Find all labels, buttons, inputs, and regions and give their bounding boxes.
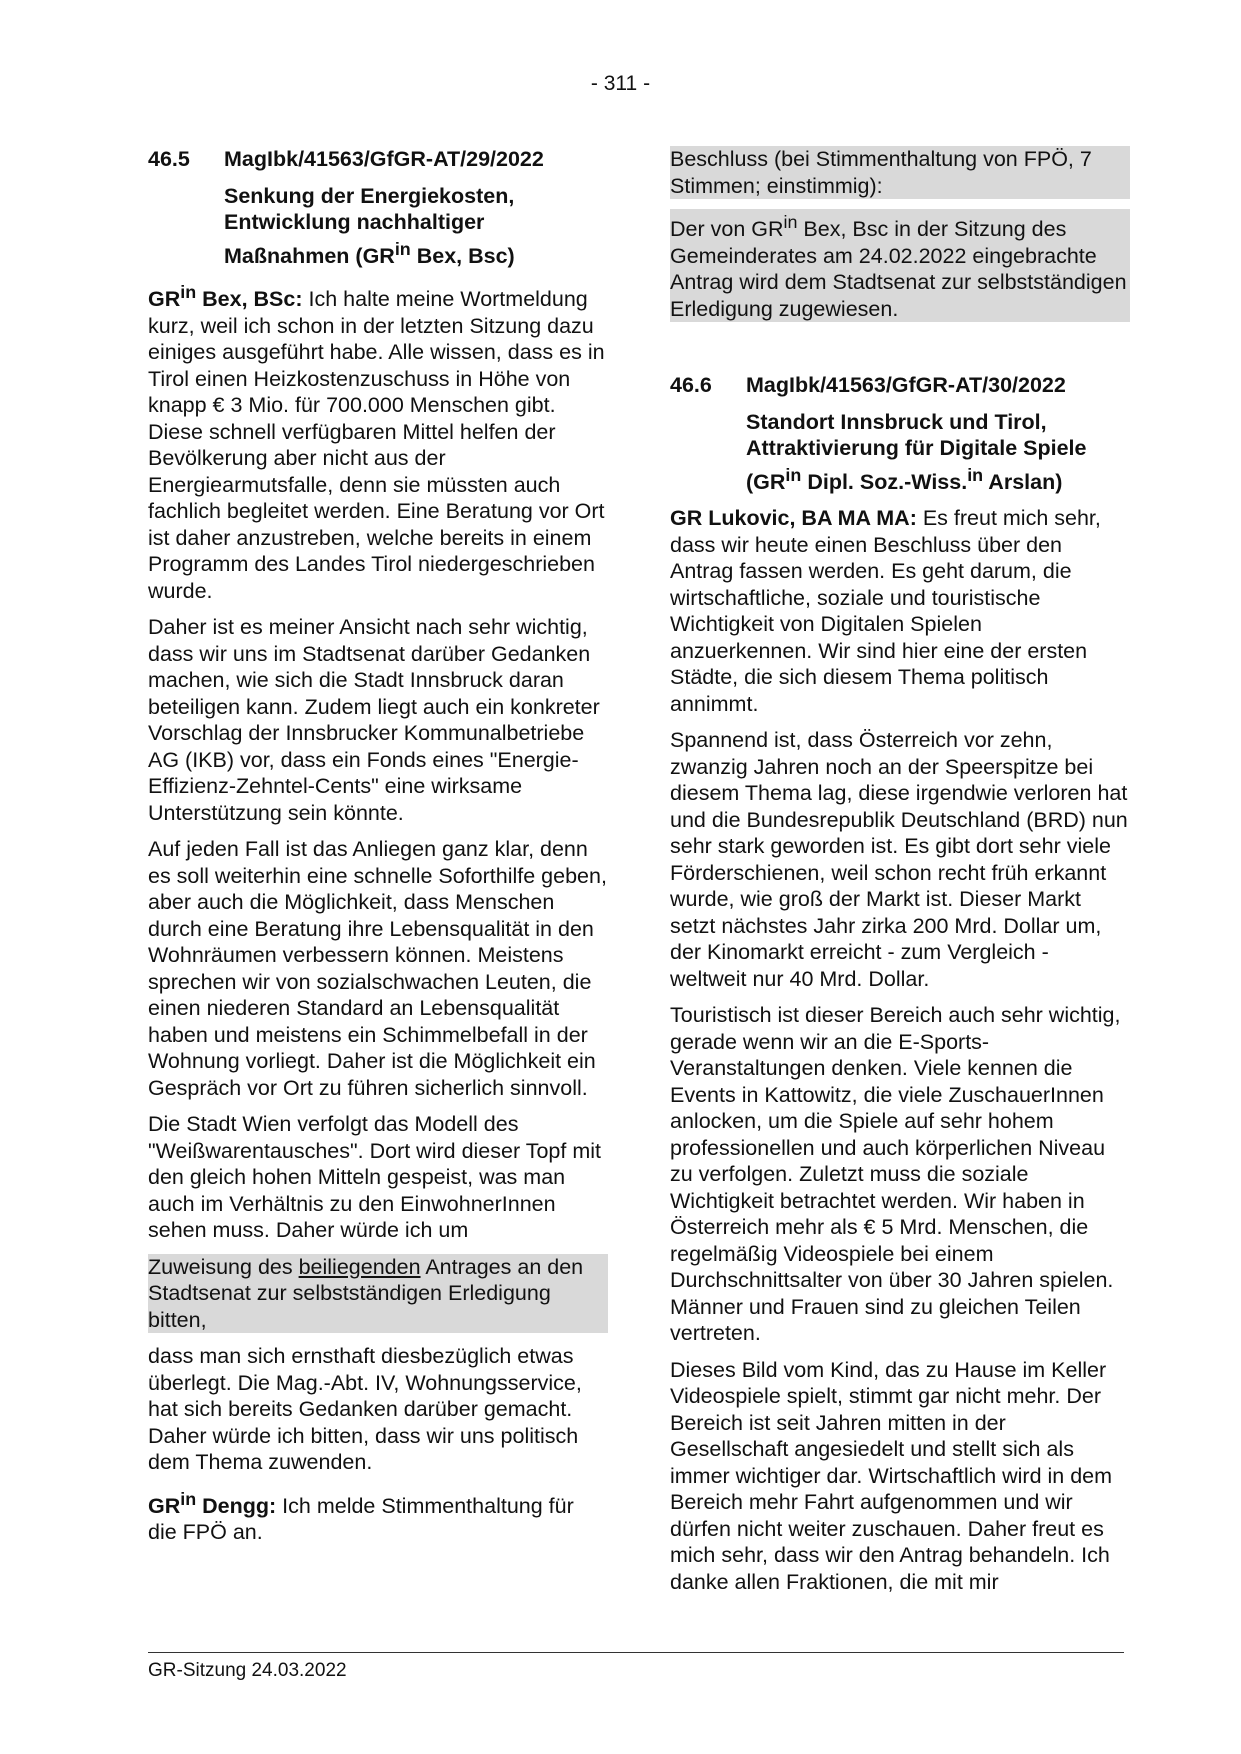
paragraph: Dieses Bild vom Kind, das zu Hause im Keller Videospiele spielt, stimmt gar nicht mehr. Der Bereich ist seit Jahren mitten in der Gesellschaft angesiedelt und stellt sich als immer wichtiger dar. Wirtschaftlich wird in dem Bereich mehr Fahrt aufgenommen und wir dürfen nicht weiter zuschauen. Daher freut es mich sehr, dass wir den Antrag behandeln. Ich danke allen Fraktionen, die mit mir	[670, 1357, 1113, 1594]
section-heading	[148, 146, 608, 173]
left-column	[148, 146, 608, 1556]
right-column	[670, 146, 1130, 1605]
paragraph: $GR^{in}$ Bex, BSc: Ich halte meine Wortmeldung kurz, weil ich schon in der letzten Sitzung dazu einiges ausgeführt habe. Alle wissen, dass es in Tirol einen Heizkostenzuschuss in Höhe von knapp € 3 Mio. für 700.000 Menschen gibt. Diese schnell verfügbaren Mittel helfen der Bevölkerung aber nicht aus der Energiearmutsfalle, denn sie müssten auch fachlich begleitet werden. Eine Beratung vor Ort ist daher anzustreben, welche bereits in einem Programm des Landes Tirol niedergeschrieben wurde.	[148, 282, 605, 603]
paragraph: Spannend ist, dass Österreich vor zehn, zwanzig Jahren noch an der Speerspitze bei diesem Thema lag, diese irgendwie verloren hat und die Bundesrepublik Deutschland (BRD) nun sehr stark geworden ist. Es gibt dort sehr viele Förderschienen, weil schon recht früh erkannt wurde, wie groß der Markt ist. Dieser Markt setzt nächstes Jahr zirka 200 Mrd. Dollar um, der Kinomarkt erreicht - zum Vergleich - weltweit nur 40 Mrd. Dollar.	[670, 728, 1128, 991]
paragraph: dass man sich ernsthaft diesbezüglich etwas überlegt. Die Mag.-Abt. IV, Wohnungsservice, hat sich bereits Gedanken darüber gemacht. Daher würde ich bitten, dass wir uns politisch dem Thema zuwenden.	[148, 1344, 582, 1475]
paragraph: Auf jeden Fall ist das Anliegen ganz klar, denn es soll weiterhin eine schnelle Soforthilfe geben, aber auch die Möglichkeit, dass Menschen durch eine Beratung ihre Lebensqualität in den Wohnräumen verbessern können. Meistens sprechen wir von sozialschwachen Leuten, die einen niederen Standard an Lebensqualität haben und meistens ein Schimmelbefall in der Wohnung vorliegt. Daher ist die Möglichkeit ein Gespräch vor Ort zu führen sicherlich sinnvoll.	[148, 837, 607, 1100]
file-number: MagIbk/41563/GfGR-AT/29/2022	[224, 147, 544, 171]
paragraph: Die Stadt Wien verfolgt das Modell des "Weißwarentausches". Dort wird dieser Topf mit den gleich hohen Mitteln gespeist, was man auch im Verhältnis zu den EinwohnerInnen sehen muss. Daher würde ich um	[148, 1112, 601, 1243]
decision-header: Beschluss (bei Stimmenthaltung von FPÖ, 7 Stimmen; einstimmig):	[670, 146, 1130, 199]
section-number: 46.5	[148, 147, 190, 171]
footer: GR-Sitzung 24.03.2022	[148, 1660, 347, 1681]
section-title: Senkung der Energiekosten, Entwicklung nachhaltiger Maßnahmen ($GR^{in}$ Bex, Bsc)	[224, 183, 515, 268]
paragraph: GR Lukovic, BA MA MA: Es freut mich sehr, dass wir heute einen Beschluss über den Antrag fassen werden. Es geht darum, die wirtschaftliche, soziale und touristische Wichtigkeit von Digitalen Spielen anzuerkennen. Wir sind hier eine der ersten Städte, die sich diesem Thema politisch annimmt.	[670, 506, 1101, 716]
section-title: Standort Innsbruck und Tirol, Attraktivierung für Digitale Spiele ($GR^{in}$ Dipl. Soz.-Wiss.$^{in}$ Arslan)	[746, 409, 1087, 494]
section-number: 46.6	[670, 373, 712, 398]
paragraph: Daher ist es meiner Ansicht nach sehr wichtig, dass wir uns im Stadtsenat darüber Gedanken machen, wie sich die Stadt Innsbruck daran beteiligen kann. Zudem liegt auch ein konkreter Vorschlag der Innsbrucker Kommunalbetriebe AG (IKB) vor, dass ein Fonds eines "Energie-Effizienz-Zehntel-Cents" eine wirksame Unterstützung sein könnte.	[148, 615, 600, 825]
section-heading	[670, 372, 1130, 399]
file-number: MagIbk/41563/GfGR-AT/30/2022	[746, 373, 1066, 398]
highlighted-motion: Zuweisung des beiliegenden Antrages an den Stadtsenat zur selbstständigen Erledigung bitten,	[148, 1254, 608, 1334]
spacer	[670, 332, 1130, 372]
footer-rule	[148, 1652, 1124, 1653]
paragraph: $GR^{in}$ Dengg: Ich melde Stimmenthaltung für die FPÖ an.	[148, 1488, 574, 1545]
decision-text: Der von $GR^{in}$ Bex, Bsc in der Sitzung des Gemeinderates am 24.02.2022 eingebrachte Antrag wird dem Stadtsenat zur selbstständigen Erledigung zugewiesen.	[670, 209, 1130, 322]
page-number: - 311 -	[590, 72, 651, 95]
paragraph: Touristisch ist dieser Bereich auch sehr wichtig, gerade wenn wir an die E-Sports-Veranstaltungen denken. Viele kennen die Events in Kattowitz, die viele ZuschauerInnen anlocken, um die Spiele auf sehr hohem professionellen und auch körperlichen Niveau zu verfolgen. Zuletzt muss die soziale Wichtigkeit betrachtet werden. Wir haben in Österreich mehr als € 5 Mrd. Menschen, die regelmäßig Videospiele bei einem Durchschnittsalter von über 30 Jahren spielen. Männer und Frauen sind zu gleichen Teilen vertreten.	[670, 1003, 1121, 1346]
